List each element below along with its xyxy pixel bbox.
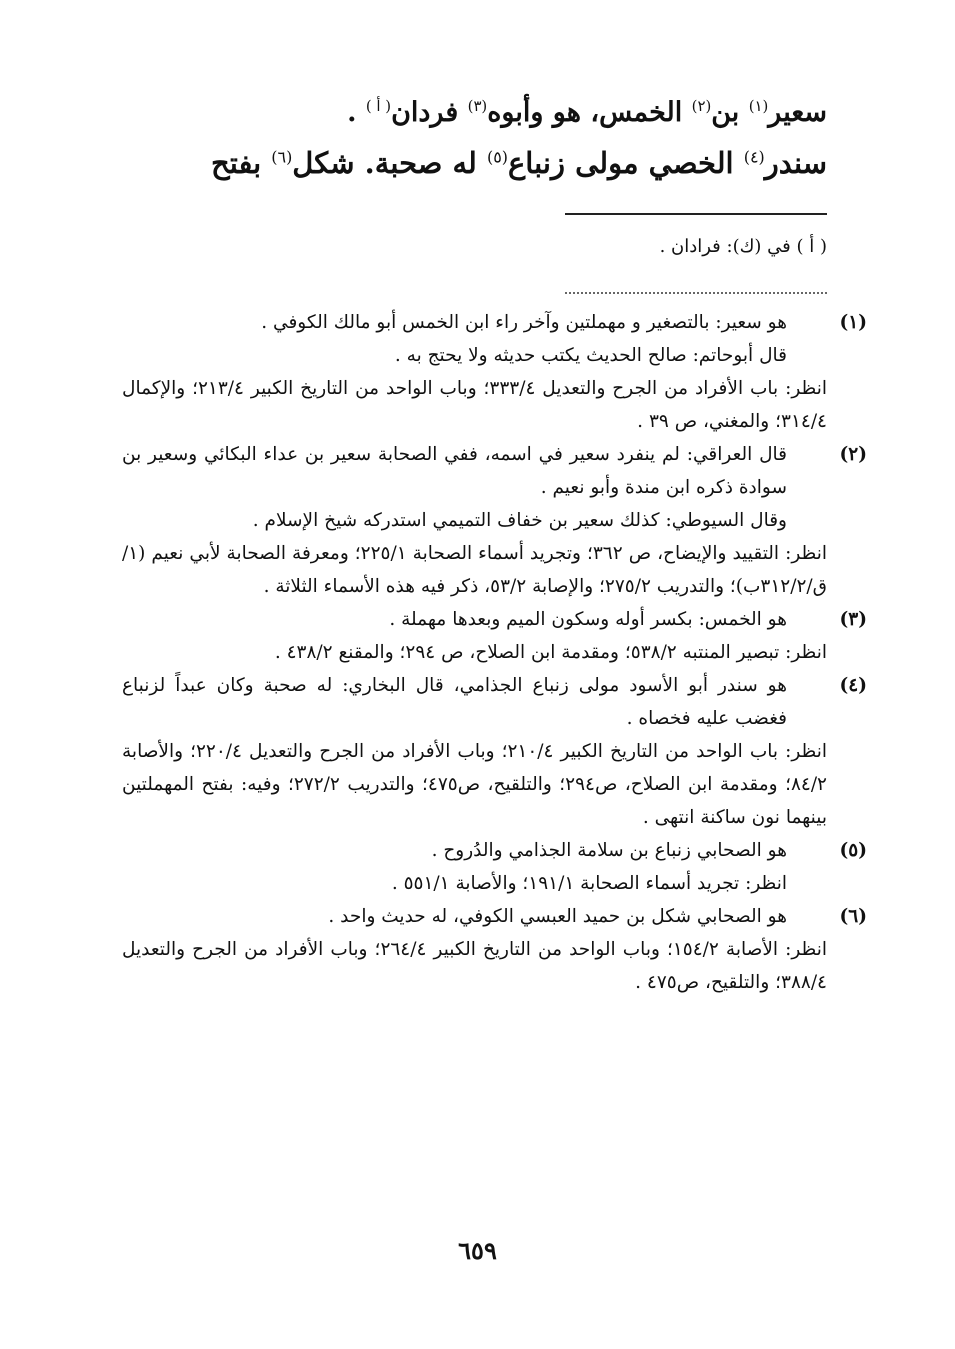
footnote-number: (٢) [839, 444, 867, 465]
text-run: بفتح [210, 146, 272, 180]
text-run: له صحبة. شكل [292, 146, 487, 180]
main-text [122, 88, 827, 188]
text-run: الخمس، هو وأبوه [487, 97, 692, 128]
variant-note: ( أ ) في (ك): فرادان . [659, 236, 827, 257]
text-run: بن [711, 97, 749, 128]
footnote-first-line [122, 306, 867, 339]
footnotes [122, 306, 867, 999]
text-run: سعير [768, 97, 827, 128]
footnote-text: انظر: باب الأفراد من الجرح والتعديل ٣٣٣/٤؛ وباب الواحد من التاريخ الكبير ٢١٣/٤؛ والإكمال ٣١٤/٤؛ والمغني، ص ٣٩ . [122, 378, 827, 432]
footnote-number: (٤) [839, 675, 867, 696]
text-run: الخصي مولى زنباع [508, 146, 744, 180]
footnote [122, 900, 867, 999]
text-run: فردان [391, 97, 468, 128]
main-text-line-2 [122, 138, 827, 188]
footnote-ref[interactable]: (٣) [467, 97, 488, 115]
footnote-text: انظر: تبصير المنتبه ٥٣٨/٢؛ ومقدمة ابن الصلاح، ص ٢٩٤؛ والمقنع ٤٣٨/٢ . [274, 642, 827, 663]
page-number: ٦٥٩ [458, 1236, 497, 1265]
footnote-text: انظر: التقييد والإيضاح، ص ٣٦٢؛ وتجريد أسماء الصحابة ٢٢٥/١؛ ومعرفة الصحابة لأبي نعيم (١/ق/٣١٢/٢ب)؛ والتدريب ٢٧٥/٢؛ والإصابة ٥٣/٢، ذكر فيه هذه الأسماء الثلاثة . [122, 543, 827, 597]
footnote-ref[interactable]: (٥) [487, 147, 508, 167]
footnote-first-line [122, 900, 867, 933]
footnote-text: هو سعير: بالتصغير و مهملتين وآخر راء ابن الخمس أبو مالك الكوفي . [261, 312, 787, 333]
footnote-ref[interactable]: (٦) [271, 147, 293, 167]
footnote-ref[interactable]: (١) [748, 97, 769, 115]
footnote-text: هو الصحابي شكل بن حميد العبسي الكوفي، له حديث واحد . [328, 906, 787, 927]
footnote [122, 603, 867, 669]
footnote-text: انظر: باب الواحد من التاريخ الكبير ٢١٠/٤؛ وباب الأفراد من الجرح والتعديل ٢٢٠/٤؛ والأصابة ٨٤/٢؛ ومقدمة ابن الصلاح، ص٢٩٤؛ والتلقيح، ص٤٧٥؛ والتدريب ٢٧٢/٢؛ وفيه: بفتح المهملتين بينهما نون ساكنة انتهى . [122, 741, 827, 828]
footnote-number: (٦) [839, 906, 867, 927]
footnote-number: (٥) [839, 840, 867, 861]
footnote-number: (٣) [839, 609, 867, 630]
footnote-ref[interactable]: (٤) [743, 147, 765, 167]
footnote [122, 306, 867, 438]
main-text-line-1 [122, 88, 827, 138]
footnote-text: هو الخمس: بكسر أوله وسكون الميم وبعدها مهملة . [389, 609, 787, 630]
variant-ref[interactable]: ( أ ) [365, 97, 392, 115]
footnote [122, 669, 867, 834]
footnote-ref[interactable]: (٢) [691, 97, 712, 115]
text-run: سندر [764, 146, 827, 180]
footnote-first-line [122, 438, 867, 504]
footnote-text: قال أبوحاتم: صالح الحديث يكتب حديثه ولا يحتج به . [394, 345, 787, 366]
footnote-first-line [122, 834, 867, 867]
footnote-first-line [122, 603, 867, 636]
footnote-number: (١) [839, 312, 867, 333]
dotted-separator [565, 292, 827, 294]
footnote-separator [565, 213, 827, 215]
footnote-text: وقال السيوطي: كذلك سعير بن خفاف التميمي استدركه شيخ الإسلام . [252, 510, 787, 531]
footnote-text: انظر: الأصابة ١٥٤/٢؛ وباب الواحد من التاريخ الكبير ٢٦٤/٤؛ وباب الأفراد من الجرح والتعديل ٣٨٨/٤؛ والتلقيح، ص٤٧٥ . [122, 939, 827, 993]
footnote-text: هو الصحابي زنباع بن سلامة الجذامي والدُروح . [431, 840, 787, 861]
text-run: . [347, 97, 366, 128]
footnote-text: هو سندر أبو الأسود مولى زنباع الجذامي، قال البخاري: له صحبة وكان عبداً لزنباع فغضب عليه فخصاه . [122, 675, 787, 729]
footnote-first-line [122, 669, 867, 735]
footnote [122, 438, 867, 603]
footnote-text: انظر: تجريد أسماء الصحابة ١٩١/١؛ والأصابة ٥٥١/١ . [391, 873, 787, 894]
footnote [122, 834, 867, 900]
footnote-text: قال العراقي: لم ينفرد سعير في اسمه، ففي الصحابة سعير بن عداء البكائي وسعير بن سوادة ذكره ابن مندة وأبو نعيم . [122, 444, 787, 498]
